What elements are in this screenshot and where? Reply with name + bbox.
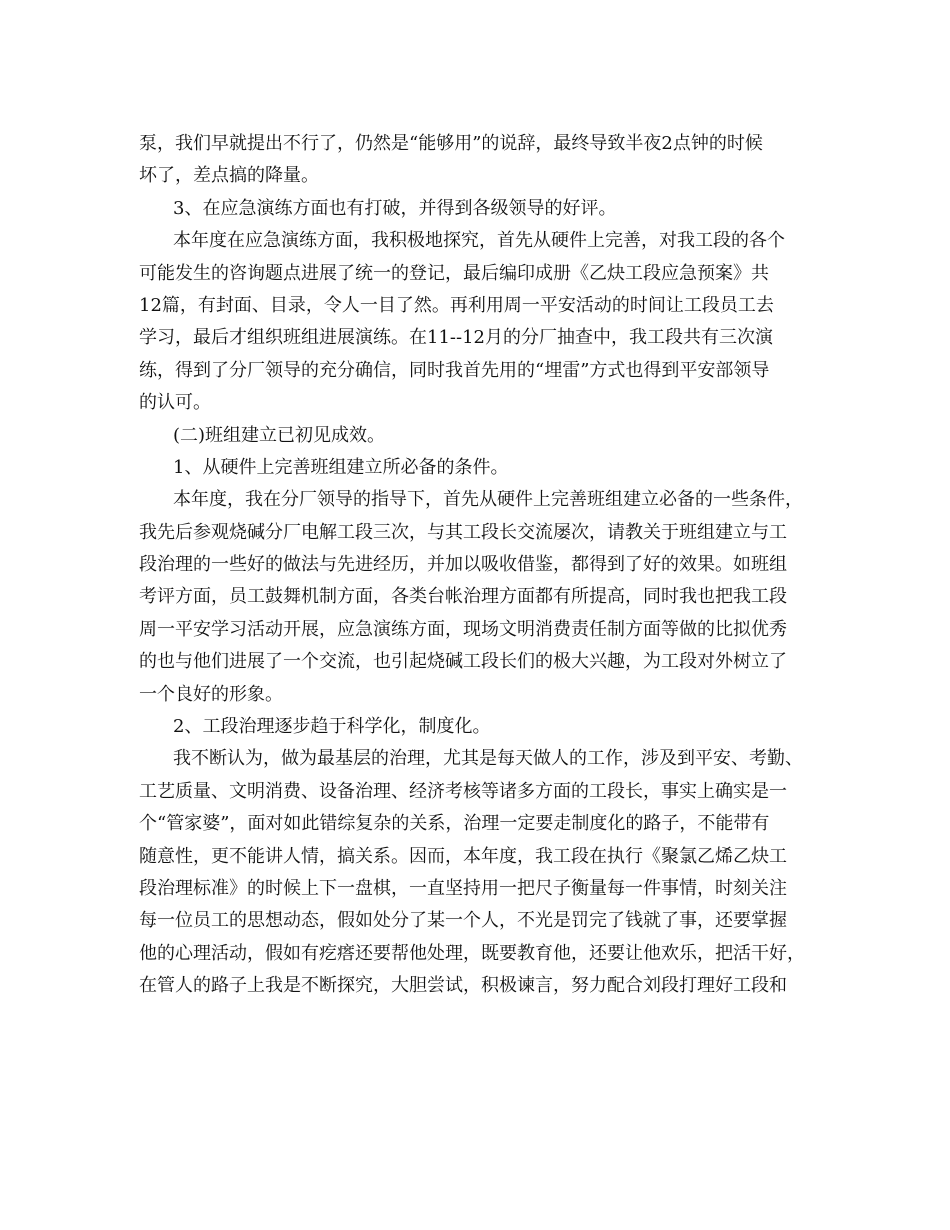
text-line: 坏了，差点搞的降量。 [139, 165, 319, 187]
text-line: 段治理的一些好的做法与先进经历，并加以吸收借鉴，都得到了好的效果。如班组 [139, 554, 787, 576]
text-line: 周一平安学习活动开展，应急演练方面，现场文明消费责任制方面等做的比拟优秀 [139, 618, 787, 640]
text-line: 1、从硬件上完善班组建立所必备的条件。 [173, 456, 509, 478]
text-line: 个“管家婆”，面对如此错综复杂的关系，治理一定要走制度化的路子，不能带有 [139, 813, 770, 835]
text-line: (二)班组建立已初见成效。 [173, 424, 386, 446]
text-line: 本年度，我在分厂领导的指导下，首先从硬件上完善班组建立必备的一些条件， [173, 489, 803, 511]
text-line: 每一位员工的思想动态，假如处分了某一个人，不光是罚完了钱就了事，还要掌握 [139, 910, 787, 932]
text-line: 我不断认为，做为最基层的治理，尤其是每天做人的工作，涉及到平安、考勤、 [173, 748, 803, 770]
text-line: 的也与他们进展了一个交流，也引起烧碱工段长们的极大兴趣，为工段对外树立了 [139, 651, 787, 673]
text-line: 学习，最后才组织班组进展演练。在11--12月的分厂抽查中，我工段共有三次演 [139, 327, 773, 349]
text-line: 考评方面，员工鼓舞机制方面，各类台帐治理方面都有所提高，同时我也把我工段 [139, 586, 787, 608]
text-line: 12篇，有封面、目录，令人一目了然。再利用周一平安活动的时间让工段员工去 [139, 294, 774, 316]
text-line: 2、工段治理逐步趋于科学化，制度化。 [173, 716, 491, 738]
text-line: 在管人的路子上我是不断探究，大胆尝试，积极谏言，努力配合刘段打理好工段和 [139, 975, 787, 997]
text-line: 3、在应急演练方面也有打破，并得到各级领导的好评。 [173, 197, 617, 219]
text-line: 我先后参观烧碱分厂电解工段三次，与其工段长交流屡次，请教关于班组建立与工 [139, 521, 787, 543]
text-line: 泵，我们早就提出不行了，仍然是“能够用”的说辞，最终导致半夜2点钟的时候 [139, 133, 763, 154]
text-line: 段治理标准》的时候上下一盘棋，一直坚持用一把尺子衡量每一件事情，时刻关注 [139, 877, 787, 899]
text-line: 的认可。 [139, 392, 211, 414]
document-body [139, 128, 811, 1003]
text-line: 可能发生的咨询题点进展了统一的登记，最后编印成册《乙炔工段应急预案》共 [139, 262, 769, 284]
text-line: 随意性，更不能讲人情，搞关系。因而，本年度，我工段在执行《聚氯乙烯乙炔工 [139, 845, 787, 867]
text-line: 他的心理活动，假如有疙瘩还要帮他处理，既要教育他，还要让他欢乐，把活干好， [139, 942, 805, 964]
text-line: 练，得到了分厂领导的充分确信，同时我首先用的“埋雷”方式也得到平安部领导 [139, 359, 770, 381]
text-line: 一个良好的形象。 [139, 683, 283, 705]
text-line: 工艺质量、文明消费、设备治理、经济考核等诸多方面的工段长，事实上确实是一 [139, 780, 787, 802]
text-line: 本年度在应急演练方面，我积极地探究，首先从硬件上完善，对我工段的各个 [173, 230, 785, 252]
